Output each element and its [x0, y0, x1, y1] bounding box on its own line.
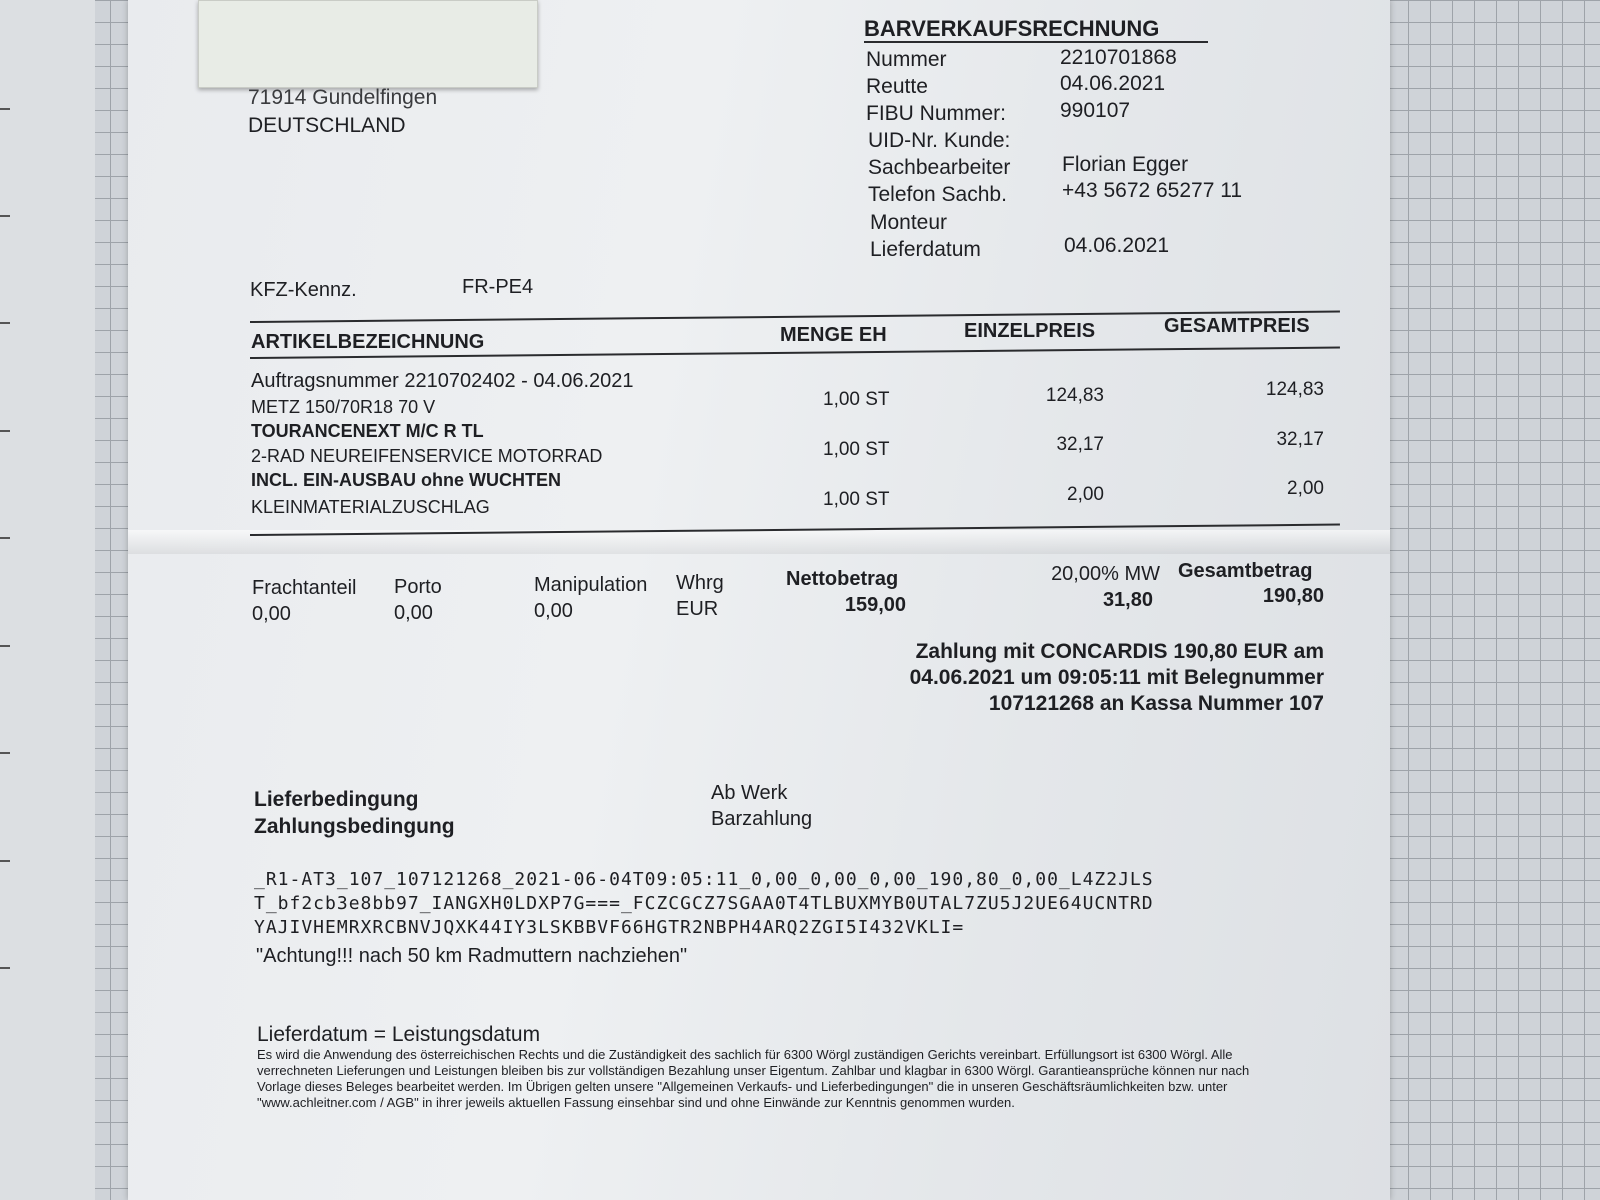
- item-description: 2-RAD NEUREIFENSERVICE MOTORRAD: [251, 446, 603, 466]
- margin-tick: [0, 752, 10, 754]
- field-label-sachbearbeiter: Sachbearbeiter: [868, 156, 1011, 179]
- column-header-artikel: ARTIKELBEZEICHNUNG: [251, 331, 485, 353]
- gesamt-value: 190,80: [1262, 585, 1324, 607]
- manipulation-value: 0,00: [534, 600, 573, 622]
- address-city: 71914 Gundelfingen: [248, 86, 438, 109]
- address-country: DEUTSCHLAND: [248, 114, 406, 137]
- item-total-price: 32,17: [1276, 429, 1324, 450]
- order-number-line: Auftragsnummer 2210702402 - 04.06.2021: [251, 370, 634, 392]
- item-description: KLEINMATERIALZUSCHLAG: [251, 497, 490, 517]
- field-label-lieferdatum: Lieferdatum: [870, 238, 981, 261]
- payment-terms-label: Zahlungsbedingung: [254, 815, 455, 838]
- column-header-menge: MENGE EH: [780, 324, 887, 346]
- manipulation-label: Manipulation: [534, 574, 648, 596]
- margin-tick: [0, 860, 10, 862]
- fiscal-code-line: _R1-AT3_107_107121268_2021-06-04T09:05:11_0,00_0,00_0,00_190,80_0,00_L4Z2JLS: [254, 869, 1154, 890]
- left-margin-strip: [0, 0, 95, 1200]
- payment-terms-value: Barzahlung: [711, 808, 813, 830]
- margin-tick: [0, 108, 10, 110]
- footer-heading: Lieferdatum = Leistungsdatum: [257, 1023, 541, 1046]
- item-total-price: 2,00: [1287, 478, 1324, 499]
- field-label-fibu: FIBU Nummer:: [866, 102, 1007, 125]
- field-value-nummer: 2210701868: [1060, 46, 1177, 69]
- item-unit-price: 124,83: [1045, 385, 1104, 406]
- column-header-gesamtpreis: GESAMTPREIS: [1164, 315, 1310, 337]
- field-label-uid: UID-Nr. Kunde:: [868, 129, 1011, 152]
- item-unit-price: 32,17: [1056, 434, 1104, 455]
- field-label-telefon: Telefon Sachb.: [868, 183, 1007, 206]
- netto-label: Nettobetrag: [786, 568, 899, 590]
- vat-label: 20,00% MW: [1051, 563, 1160, 585]
- margin-tick: [0, 430, 10, 432]
- field-value-fibu: 990107: [1060, 99, 1131, 122]
- item-qty: 1,00 ST: [823, 439, 890, 460]
- title-underline: [864, 41, 1208, 43]
- fracht-value: 0,00: [252, 603, 291, 625]
- field-value-sachbearbeiter: Florian Egger: [1062, 153, 1189, 176]
- delivery-terms-value: Ab Werk: [711, 782, 788, 804]
- margin-tick: [0, 537, 10, 539]
- item-description-sub: INCL. EIN-AUSBAU ohne WUCHTEN: [251, 470, 561, 490]
- item-total-price: 124,83: [1265, 379, 1324, 400]
- legal-terms: Es wird die Anwendung des österreichischen Rechts und die Zuständigkeit des sachlich für 6300 Wörgl zuständigen Gerichts vereinbart. Erfüllungsort ist 6300 Wörgl. Alle verrechneten Lieferungen und Leistungen bleiben bis zur vollständigen Bezahlung unser Eigentum. Zahlbar und klagbar in 6300 Wörgl. Garantieansprüche können nur nach Vorlage dieses Beleges bearbeitet werden. Im Übrigen gelten unsere "Allgemeinen Verkaufs- und Lieferbedingungen" die in unseren Geschäftsräumlichkeiten bzw. unter "www.achleitner.com / AGB" in ihrer jeweils aktuellen Fassung einsehbar sind und ohne Einwände zur Kenntnis genommen wurden.: [257, 1047, 1250, 1110]
- netto-value: 159,00: [844, 594, 906, 616]
- item-description: METZ 150/70R18 70 V: [251, 397, 436, 417]
- currency-label: Whrg: [676, 572, 724, 594]
- invoice-title: BARVERKAUFSRECHNUNG: [864, 16, 1160, 41]
- payment-line: Zahlung mit CONCARDIS 190,80 EUR am: [915, 640, 1324, 663]
- margin-tick: [0, 322, 10, 324]
- fiscal-code-line: T_bf2cb3e8bb97_IANGXH0LDXP7G===_FCZCGCZ7SGAA0T4TLBUXMYB0UTAL7ZU5J2UE64UCNTRD: [254, 893, 1154, 914]
- margin-tick: [0, 645, 10, 647]
- field-value-telefon: +43 5672 65277 11: [1062, 179, 1243, 202]
- gesamt-label: Gesamtbetrag: [1178, 560, 1313, 582]
- fracht-label: Frachtanteil: [252, 577, 357, 599]
- item-qty: 1,00 ST: [823, 389, 890, 410]
- payment-line: 04.06.2021 um 09:05:11 mit Belegnummer: [909, 666, 1324, 689]
- item-qty: 1,00 ST: [823, 489, 890, 510]
- field-value-reutte: 04.06.2021: [1060, 72, 1166, 95]
- torque-warning-note: "Achtung!!! nach 50 km Radmuttern nachziehen": [256, 945, 688, 967]
- field-label-reutte: Reutte: [866, 75, 928, 98]
- porto-value: 0,00: [394, 602, 433, 624]
- field-label-nummer: Nummer: [866, 48, 947, 71]
- margin-tick: [0, 215, 10, 217]
- payment-line: 107121268 an Kassa Nummer 107: [988, 692, 1324, 715]
- field-label-monteur: Monteur: [870, 211, 948, 234]
- fiscal-code-line: YAJIVHEMRXRCBNVJQXK44IY3LSKBBVF66HGTR2NBPH4ARQ2ZGI5I432VKLI=: [254, 917, 965, 938]
- field-value-lieferdatum: 04.06.2021: [1064, 234, 1170, 257]
- vehicle-plate: FR-PE4: [462, 276, 534, 298]
- item-unit-price: 2,00: [1067, 484, 1104, 505]
- vat-value: 31,80: [1102, 589, 1153, 611]
- margin-tick: [0, 967, 10, 969]
- vehicle-label: KFZ-Kennz.: [250, 279, 357, 301]
- delivery-terms-label: Lieferbedingung: [254, 788, 419, 811]
- item-description-sub: TOURANCENEXT M/C R TL: [251, 421, 484, 441]
- porto-label: Porto: [394, 576, 442, 598]
- address-sticker: [198, 0, 538, 88]
- currency-value: EUR: [676, 598, 719, 620]
- column-header-einzelpreis: EINZELPREIS: [964, 320, 1096, 342]
